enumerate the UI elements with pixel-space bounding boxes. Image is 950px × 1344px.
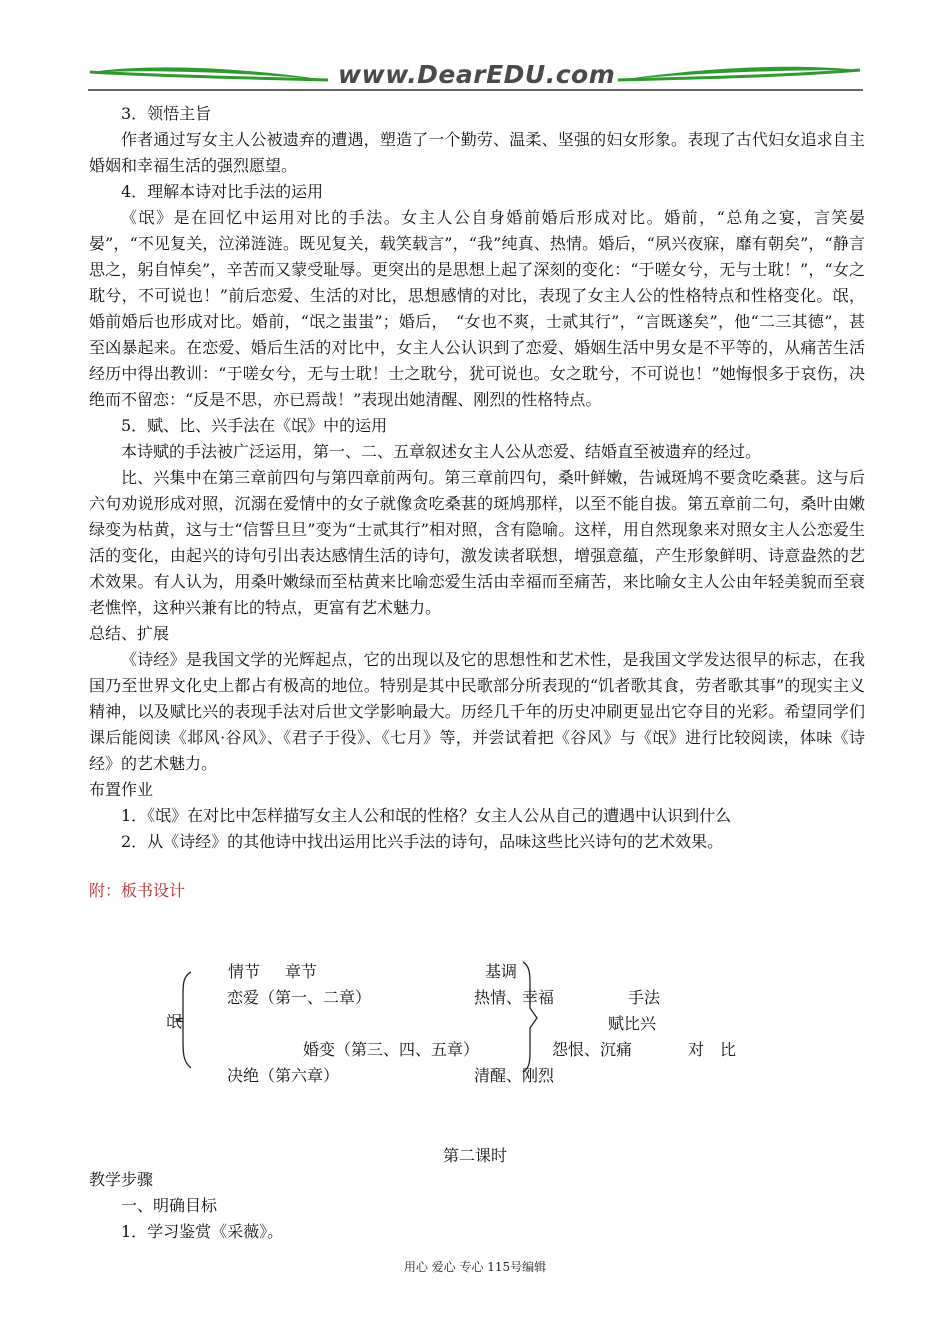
site-header-banner (88, 58, 863, 98)
board-love: 恋爱（第一、二章） (227, 988, 372, 1007)
site-logo[interactable]: www.DearEDU.com (338, 60, 616, 89)
board-header-chapter: 章节 (285, 962, 318, 981)
board-header-plot: 情节 (228, 962, 261, 981)
list-item: 1．学习鉴赏《采薇》。 (121, 1222, 284, 1241)
section-heading: 一、明确目标 (121, 1196, 218, 1215)
paragraph: 《氓》是在回忆中运用对比的手法。女主人公自身婚前婚后形成对比。婚前，“总角之宴，言笑晏晏”，“不见复关，泣涕涟涟。既见复关，载笑载言”，“我”纯真、热情。婚后，“夙兴夜寐，靡有朝矣”，“静言思之，躬自悼矣”，辛苦而又蒙受耻辱。更突出的是思想上起了深刻的变化：“于嗟女兮，无与士耽！”，“女之耽兮，不可说也！”前后恋爱、生活的对比，思想感情的对比，表现了女主人公的性格特点和性格变化。氓，婚前婚后也形成对比。婚前，“氓之蚩蚩”；婚后， “女也不爽，士贰其行”，“言既遂矣”，他“二三其德”，甚至凶暴起来。在恋爱、婚后生活的对比中，女主人公认识到了恋爱、婚姻生活中男女是不平等的，从痛苦生活经历中得出教训：“于嗟女兮，无与士耽！士之耽兮，犹可说也。女之耽兮，不可说也！”她悔恨多于哀伤，决绝而不留恋：“反是不思，亦已焉哉！”表现出她清醒、刚烈的性格特点。 (89, 208, 865, 409)
board-fubixing: 赋比兴 (608, 1014, 657, 1033)
paragraph: 《诗经》是我国文学的光辉起点，它的出现以及它的思想性和艺术性，是我国文学发达很早的标志，在我国乃至世界文化史上都占有极高的地位。特别是其中民歌部分所表现的“饥者歌其食，劳者歌其事”的现实主义精神，以及赋比兴的表现手法对后世文学影响最大。历经几千年的历史冲刷更显出它夺目的光彩。希望同学们课后能阅读《邶风·谷风》、《君子于役》、《七月》等，并尝试着把《谷风》与《氓》进行比较阅读，体味《诗经》的艺术魅力。 (89, 650, 865, 773)
board-marriage: 婚变（第三、四、五章） (303, 1040, 480, 1059)
homework-item: 1．《氓》在对比中怎样描写女主人公和氓的性格？女主人公从自己的遭遇中认识到什么 (121, 806, 732, 825)
board-parting: 决绝（第六章） (227, 1066, 340, 1085)
board-resolve: 清醒、刚烈 (474, 1066, 555, 1085)
section-heading: 4．理解本诗对比手法的运用 (121, 182, 324, 201)
board-technique: 手法 (628, 988, 661, 1007)
paragraph: 比、兴集中在第三章前四句与第四章前两句。第三章前四句，桑叶鲜嫩，告诫斑鸠不要贪吃桑葚。这与后六句劝说形成对照，沉溺在爱情中的女子就像贪吃桑葚的斑鸠那样，以至不能自拔。第五章前二句，桑叶由嫩绿变为枯黄，这与士“信誓旦旦”变为“士贰其行”相对照，含有隐喻。这样，用自然现象来对照女主人公恋爱生活的变化，由起兴的诗句引出表达感情生活的诗句，激发读者联想，增强意蕴，产生形象鲜明、诗意盎然的艺术效果。有人认为，用桑叶嫩绿而至枯黄来比喻恋爱生活由幸福而至痛苦，来比喻女主人公由年轻美貌而至衰老憔悴，这种兴兼有比的特点，更富有艺术魅力。 (89, 468, 865, 617)
section-heading: 5．赋、比、兴手法在《氓》中的运用 (121, 416, 388, 435)
page-footer: 用心 爱心 专心 115号编辑 (403, 1260, 547, 1274)
board-contrast: 对 比 (688, 1040, 737, 1059)
paragraph: 本诗赋的手法被广泛运用，第一、二、五章叙述女主人公从恋爱、结婚直至被遗弃的经过。 (121, 442, 762, 461)
homework-item: 2．从《诗经》的其他诗中找出运用比兴手法的诗句，品味这些比兴诗句的艺术效果。 (121, 832, 724, 851)
board-design-heading: 附：板书设计 (89, 881, 186, 900)
board-header-tone: 基调 (485, 962, 518, 981)
section-heading: 3．领悟主旨 (121, 104, 212, 123)
board-passion: 热情、幸福 (474, 988, 555, 1007)
lesson-title: 第二课时 (442, 1146, 507, 1165)
board-grief: 怨恨、沉痛 (552, 1040, 633, 1059)
section-heading: 总结、扩展 (89, 624, 170, 643)
document-body (89, 101, 865, 904)
board-center-word: 氓 (166, 1012, 183, 1031)
section-heading: 教学步骤 (89, 1170, 154, 1189)
section-heading: 布置作业 (89, 780, 154, 799)
paragraph: 作者通过写女主人公被遗弃的遭遇，塑造了一个勤劳、温柔、坚强的妇女形象。表现了古代妇女追求自主婚姻和幸福生活的强烈愿望。 (89, 130, 865, 175)
lesson-steps (89, 1167, 865, 1245)
